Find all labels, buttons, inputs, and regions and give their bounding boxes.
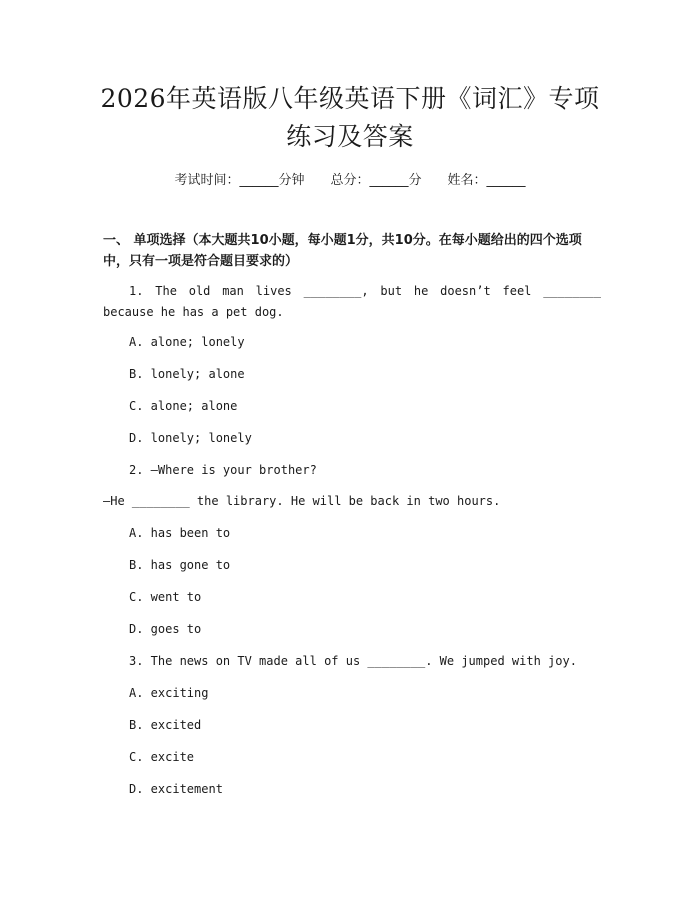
title-line-1: 2026年英语版八年级英语下册《词汇》专项 xyxy=(100,84,600,113)
question-1 xyxy=(103,281,601,323)
option-1d: D. lonely; lonely xyxy=(129,431,252,445)
name-label: 姓名： xyxy=(447,173,487,188)
option-3d: D. excitement xyxy=(129,782,223,796)
option-3c: C. excite xyxy=(129,750,195,764)
option-1a: A. alone; lonely xyxy=(129,335,245,349)
option-1b: B. lonely; alone xyxy=(129,367,245,381)
title-line-2: 练习及答案 xyxy=(286,122,414,151)
question-2-stem: 2. —Where is your brother? xyxy=(129,463,317,477)
option-2a: A. has been to xyxy=(129,526,231,540)
section-heading: 一、 单项选择（本大题共10小题，每小题1分，共10分。在每小题给出的四个选项中，只有一项是符合题目要求的） xyxy=(103,233,582,269)
name-blank: ______ xyxy=(486,173,526,188)
option-3b: B. excited xyxy=(129,718,202,732)
option-2c: C. went to xyxy=(129,590,202,604)
time-label: 考试时间： xyxy=(174,173,240,188)
exam-meta xyxy=(0,169,700,188)
option-3a: A. exciting xyxy=(129,686,209,700)
option-1c: C. alone; alone xyxy=(129,399,238,413)
option-2d: D. goes to xyxy=(129,622,202,636)
time-unit: 分钟 xyxy=(278,173,305,188)
option-2b: B. has gone to xyxy=(129,558,231,572)
question-3-stem: 3. The news on TV made all of us ________. We jumped with joy. xyxy=(129,654,577,668)
score-label: 总分： xyxy=(330,173,370,188)
time-blank: ______ xyxy=(239,173,279,188)
score-unit: 分 xyxy=(408,173,422,188)
page-title xyxy=(60,80,640,156)
score-blank: ______ xyxy=(369,173,409,188)
question-2-stem-2: —He ________ the library. He will be back in two hours. xyxy=(103,494,501,508)
question-stem: 1. The old man lives ________, but he doesn’t feel ________ because he has a pet dog. xyxy=(103,284,601,319)
